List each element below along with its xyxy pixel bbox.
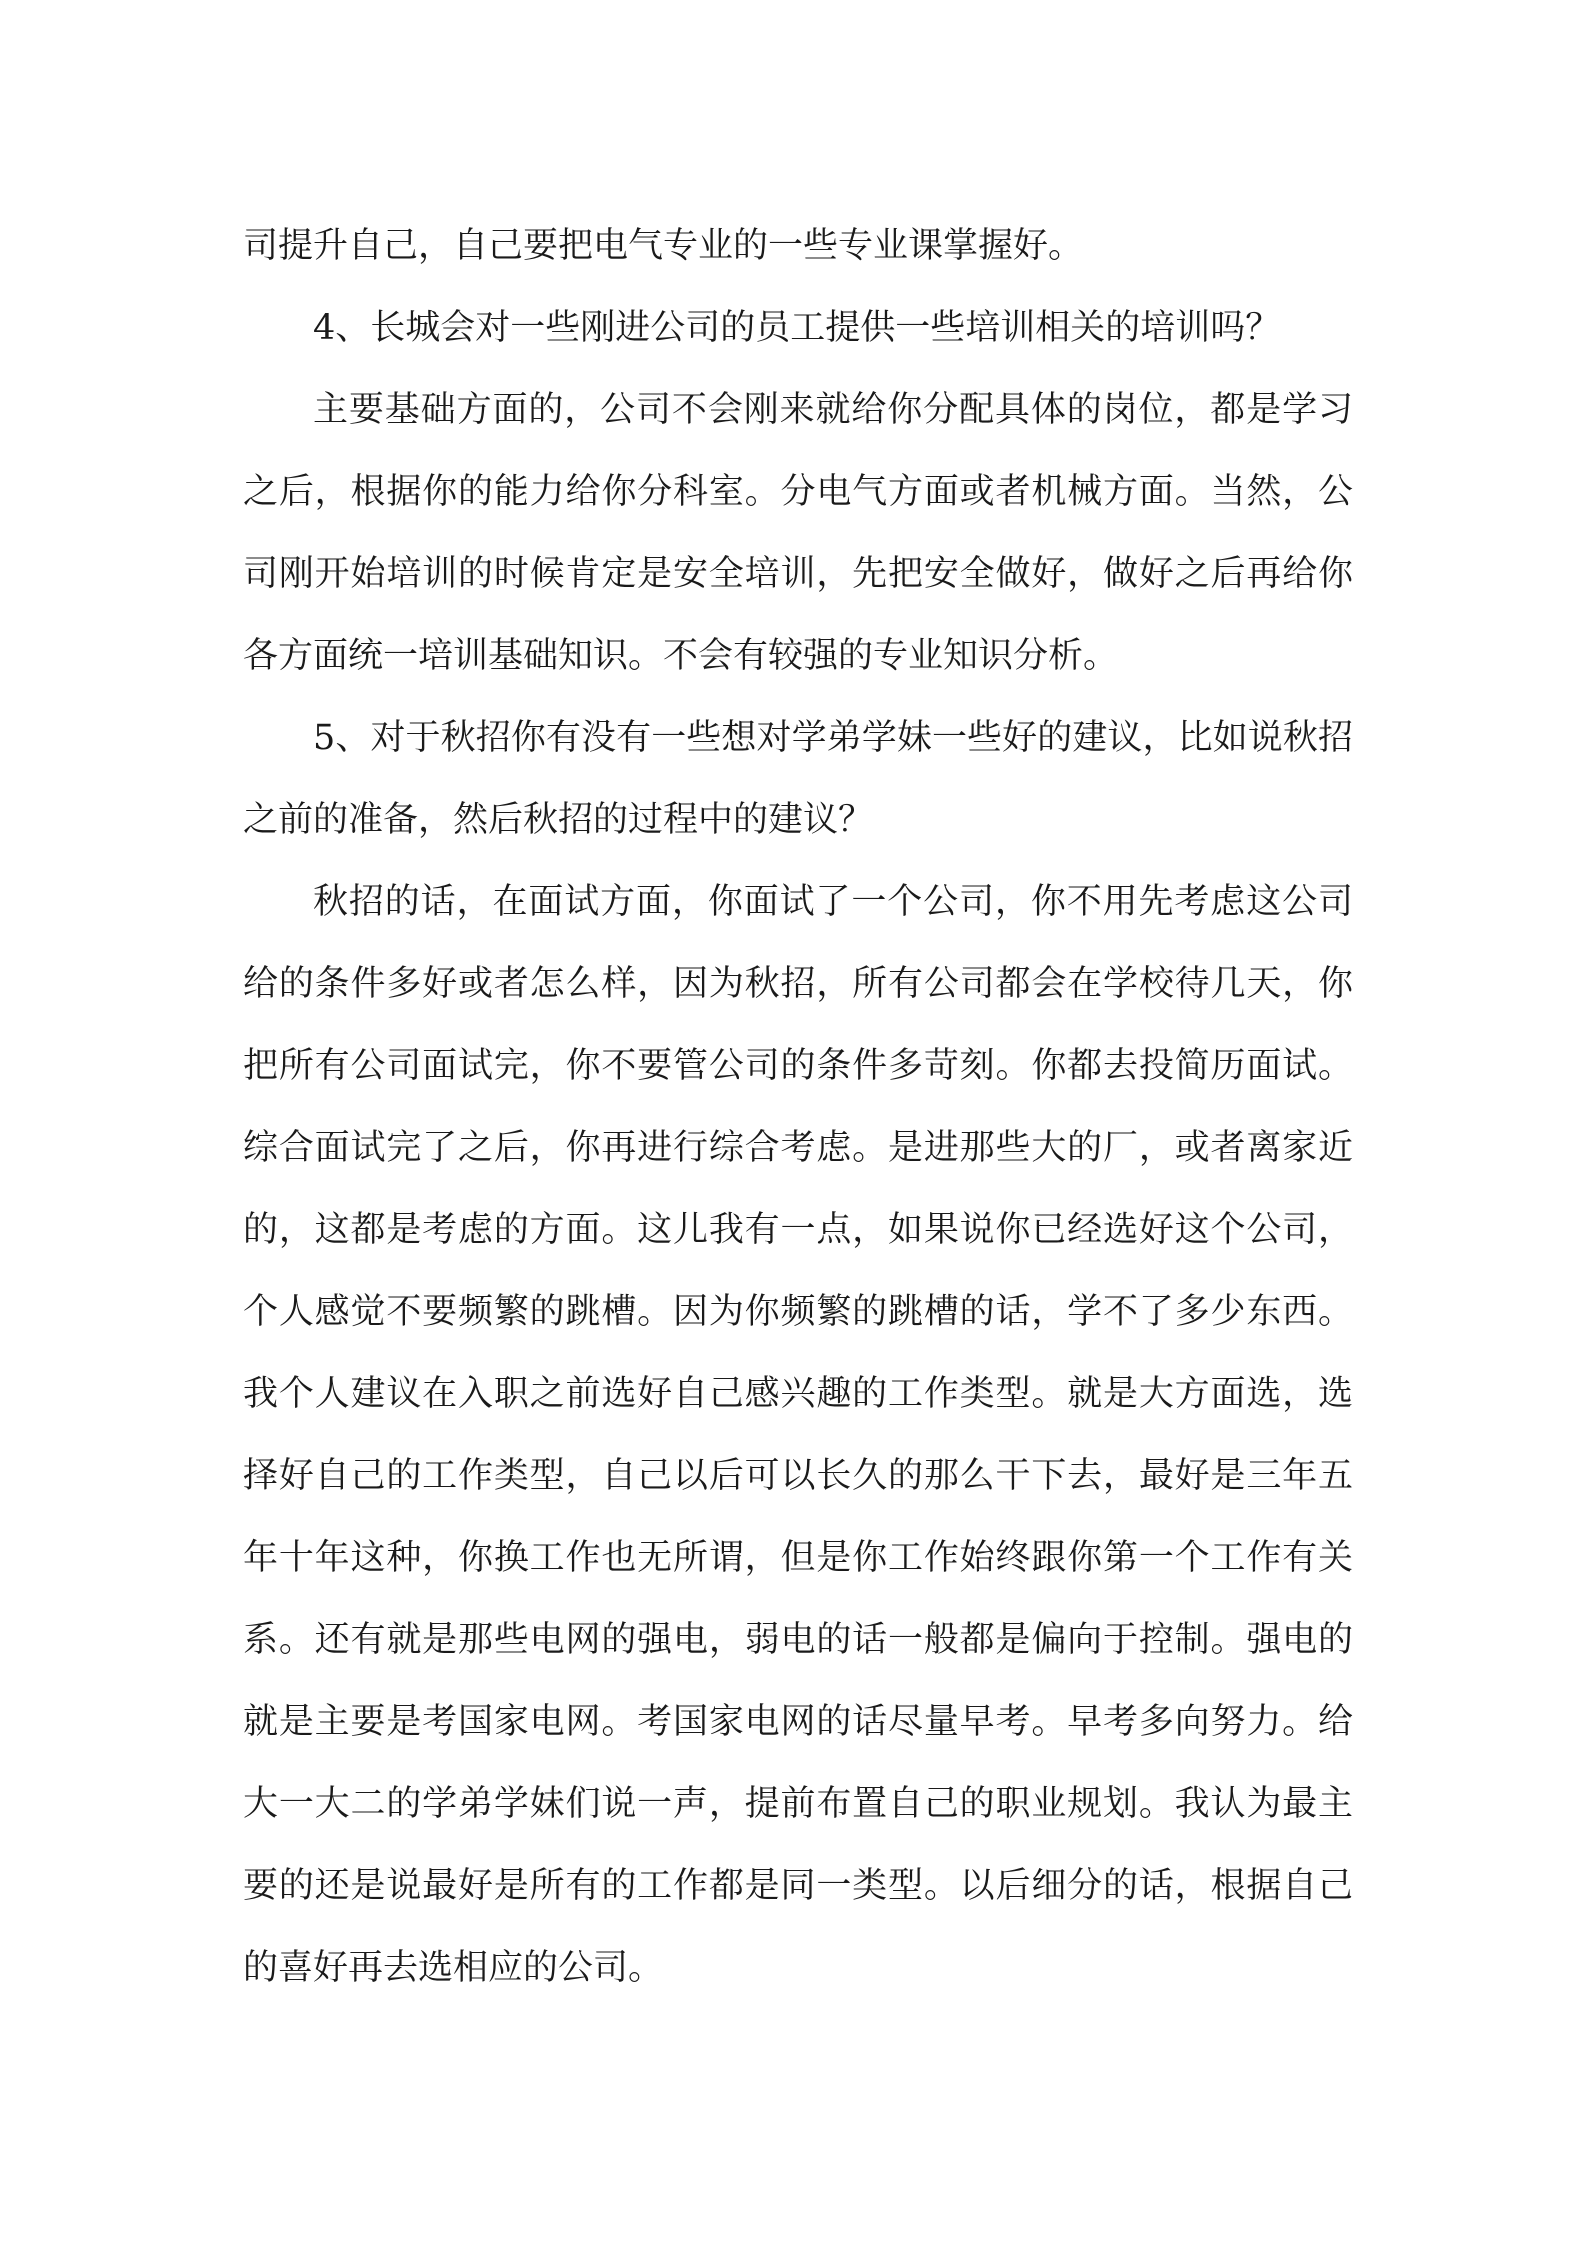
question-5: 5、对于秋招你有没有一些想对学弟学妹一些好的建议，比如说秋招之前的准备，然后秋招的过程中的建议？ bbox=[243, 718, 1353, 840]
answer-5: 秋招的话，在面试方面，你面试了一个公司，你不用先考虑这公司给的条件多好或者怎么样，因为秋招，所有公司都会在学校待几天，你把所有公司面试完，你不要管公司的条件多苛刻。你都去投简历面试。综合面试完了之后，你再进行综合考虑。是进那些大的厂，或者离家近的，这都是考虑的方面。这儿我有一点，如果说你已经选好这个公司，个人感觉不要频繁的跳槽。因为你频繁的跳槽的话，学不了多少东西。我个人建议在入职之前选好自己感兴趣的工作类型。就是大方面选，选择好自己的工作类型，自己以后可以长久的那么干下去，最好是三年五年十年这种，你换工作也无所谓，但是你工作始终跟你第一个工作有关系。还有就是那些电网的强电，弱电的话一般都是偏向于控制。强电的就是主要是考国家电网。考国家电网的话尽量早考。早考多向努力。给大一大二的学弟学妹们说一声，提前布置自己的职业规划。我认为最主要的还是说最好是所有的工作都是同一类型。以后细分的话，根据自己的喜好再去选相应的公司。 bbox=[243, 882, 1353, 1988]
document-body bbox=[243, 205, 1353, 2009]
answer-4: 主要基础方面的，公司不会刚来就给你分配具体的岗位，都是学习之后，根据你的能力给你分科室。分电气方面或者机械方面。当然，公司刚开始培训的时候肯定是安全培训，先把安全做好，做好之后再给你各方面统一培训基础知识。不会有较强的专业知识分析。 bbox=[243, 390, 1353, 676]
paragraph-continuation: 司提升自己，自己要把电气专业的一些专业课掌握好。 bbox=[243, 226, 1084, 266]
question-4: 4、长城会对一些刚进公司的员工提供一些培训相关的培训吗？ bbox=[313, 308, 1281, 348]
